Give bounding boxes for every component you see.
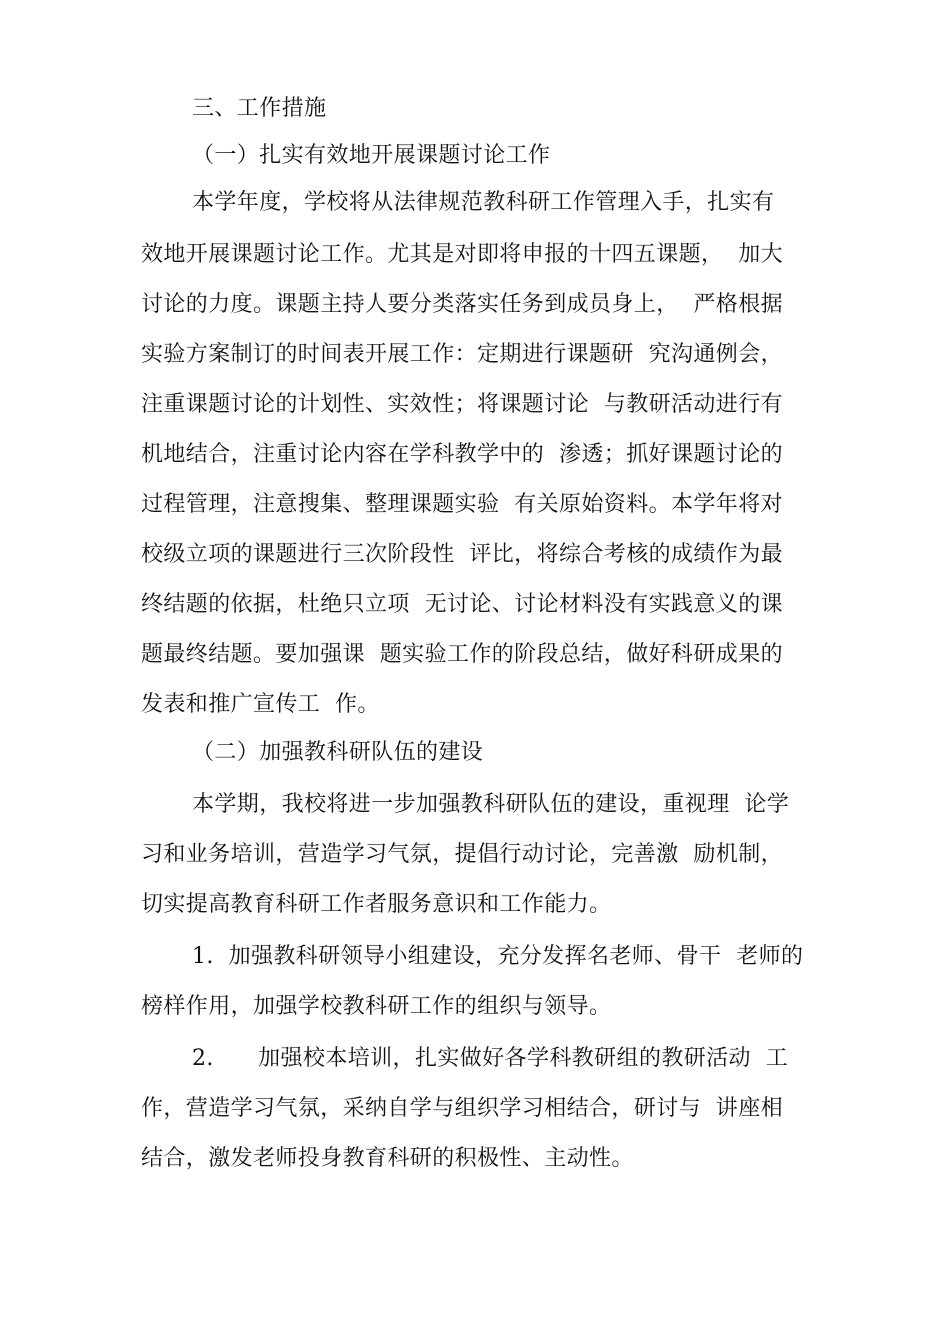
list-item-2-line-2: 作，营造学习气氛，采纳自学与组织学习相结合，研讨与 讲座相	[141, 1096, 783, 1121]
list-item-1-line-2: 榜样作用，加强学校教科研工作的组织与领导。	[141, 994, 612, 1019]
subsection-heading-1: （一）扎实有效地开展课题讨论工作	[192, 143, 551, 168]
paragraph-1-line-2: 效地开展课题讨论工作。尤其是对即将申报的十四五课题， 加大	[141, 242, 783, 267]
paragraph-1-line-7: 过程管理，注意搜集、整理课题实验 有关原始资料。本学年将对	[141, 492, 783, 517]
paragraph-1-line-10: 题最终结题。要加强课 题实验工作的阶段总结，做好科研成果的	[141, 642, 783, 667]
paragraph-1-line-11: 发表和推广宣传工 作。	[141, 692, 380, 717]
list-item-2-line-1: 2. 加强校本培训，扎实做好各学科教研组的教研活动 工	[192, 1046, 789, 1071]
paragraph-2-line-1: 本学期，我校将进一步加强教科研队伍的建设，重视理 论学	[192, 792, 790, 817]
list-item-1-line-1: 1. 加强教科研领导小组建设，充分发挥名老师、骨干 老师的	[192, 944, 804, 969]
paragraph-1-line-5: 注重课题讨论的计划性、实效性；将课题讨论 与教研活动进行有	[141, 392, 783, 417]
paragraph-1-line-8: 校级立项的课题进行三次阶段性 评比，将综合考核的成绩作为最	[141, 542, 783, 567]
section-heading: 三、工作措施	[192, 96, 327, 121]
paragraph-1-line-4: 实验方案制订的时间表开展工作：定期进行课题研 究沟通例会，	[141, 342, 783, 367]
paragraph-1-line-9: 终结题的依据，杜绝只立项 无讨论、讨论材料没有实践意义的课	[141, 592, 783, 617]
paragraph-1-line-3: 讨论的力度。课题主持人要分类落实任务到成员身上， 严格根据	[141, 292, 783, 317]
list-item-2-line-3: 结合，激发老师投身教育科研的积极性、主动性。	[141, 1146, 634, 1171]
subsection-heading-2: （二）加强教科研队伍的建设	[192, 740, 484, 765]
paragraph-2-line-3: 切实提高教育科研工作者服务意识和工作能力。	[141, 892, 612, 917]
paragraph-2-line-2: 习和业务培训，营造学习气氛，提倡行动讨论，完善激 励机制，	[141, 842, 783, 867]
paragraph-1-line-1: 本学年度，学校将从法律规范教科研工作管理入手，扎实有	[192, 190, 775, 215]
paragraph-1-line-6: 机地结合，注重讨论内容在学科教学中的 渗透；抓好课题讨论的	[141, 442, 783, 467]
